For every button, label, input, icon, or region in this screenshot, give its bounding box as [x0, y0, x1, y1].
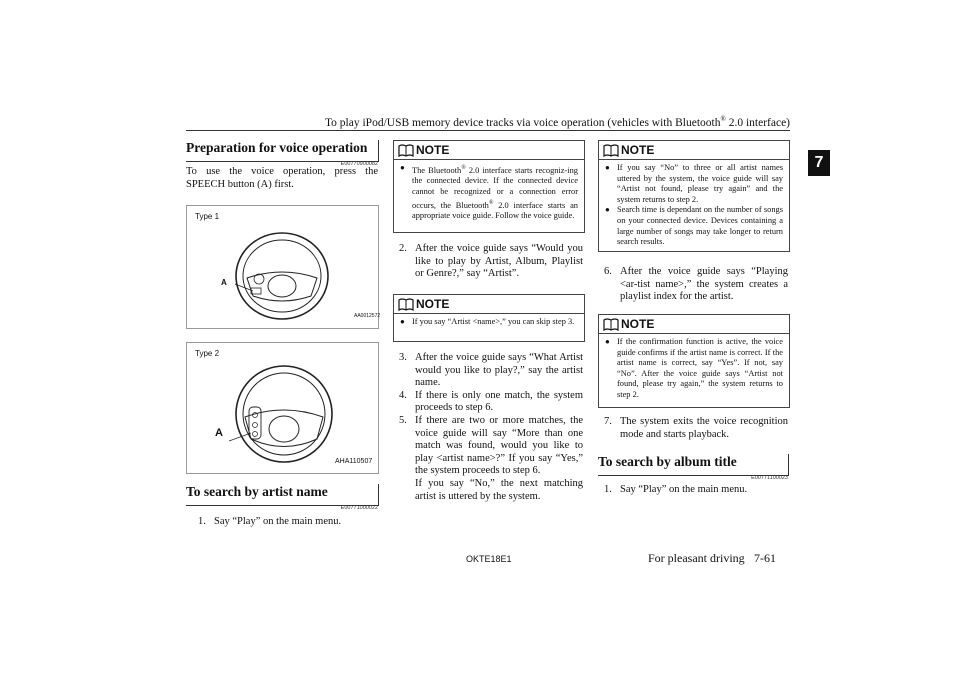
step-text: After the voice guide says “Would you like to play by Artist, Album, Playlist or Genre?,” say “Artist”. — [415, 243, 583, 280]
figure-type2-label: Type 2 — [195, 349, 220, 358]
col3-step-1 — [604, 484, 788, 497]
note1-text-b: 2.0 interface starts recogniz-ing the connected device. If the connected device cannot be recognized or a connection error occurs, the Bluetooth — [412, 165, 578, 210]
step-text: Say “Play” on the main menu. — [214, 516, 342, 527]
footer-page-number: 7-61 — [754, 551, 776, 565]
note-bullet — [400, 163, 578, 222]
artist-heading-box — [186, 484, 379, 506]
album-code: E00771100023 — [751, 475, 788, 481]
prep-text: To use the voice operation, press the SPEECH button (A) first. — [186, 166, 378, 190]
step-number: 1. — [604, 484, 612, 495]
note-header — [394, 295, 584, 314]
note-label: NOTE — [416, 143, 450, 157]
note-label: NOTE — [621, 317, 655, 331]
step-text: Say “Play” on the main menu. — [620, 484, 748, 495]
note-header — [599, 315, 789, 334]
col3-step-6 — [604, 266, 788, 304]
step-number: 7. — [604, 416, 612, 427]
chapter-tab: 7 — [808, 150, 830, 176]
album-title: To search by album title — [598, 454, 737, 469]
header-title-sup: ® — [720, 115, 726, 123]
note-box-4 — [598, 314, 790, 408]
figure-type2-code: AHA110507 — [335, 458, 373, 465]
figure-type1 — [186, 205, 379, 329]
note-bullet-text: Search time is dependant on the number of songs on your connected device. Devices containing a large number of songs may take longer to return search results. — [617, 205, 783, 247]
note1-sup-a: ® — [461, 165, 466, 171]
col2-steps — [399, 352, 583, 503]
note-label: NOTE — [416, 297, 450, 311]
note1-sup-b: ® — [488, 199, 494, 206]
step-text: After the voice guide says “What Artist would you like to play?,” say the artist name. — [415, 352, 583, 389]
note1-text-c: 2.0 interface starts an appropriate voice guide. Follow the voice guide. — [412, 200, 578, 220]
note-label: NOTE — [621, 143, 655, 157]
col2-step-4 — [399, 390, 583, 415]
note-box-2 — [393, 294, 585, 342]
step-number: 4. — [399, 389, 407, 401]
step-number: 2. — [399, 243, 407, 254]
note-body — [394, 160, 584, 227]
prep-title: Preparation for voice operation — [186, 140, 368, 155]
steering-wheel-type2-icon — [229, 359, 339, 469]
col1-step-1 — [198, 516, 378, 529]
step-text: If there is only one match, the system proceeds to step 6. — [415, 389, 583, 414]
note-header — [394, 141, 584, 160]
step-text — [415, 415, 583, 503]
prep-code: E00770900082 — [340, 161, 378, 167]
step-number: 1. — [198, 516, 206, 527]
note1-text-a: The Bluetooth — [412, 165, 462, 175]
note-header — [599, 141, 789, 160]
note-box-1 — [393, 140, 585, 233]
note-bullet — [605, 205, 783, 247]
note-icon — [398, 143, 414, 157]
note-bullet — [400, 317, 578, 328]
col2-step-2 — [399, 243, 583, 281]
note-bullet — [605, 337, 783, 401]
note-icon — [603, 317, 619, 331]
note-bullet-text: If you say “Artist <name>,” you can skip step 3. — [412, 317, 575, 326]
figure-type1-callout: A — [221, 278, 227, 287]
note-body — [394, 314, 584, 333]
step-number: 5. — [399, 414, 407, 426]
figure-type1-label: Type 1 — [195, 212, 220, 221]
bullet-icon: ● — [605, 163, 610, 172]
bullet-icon: ● — [605, 337, 610, 346]
note-bullet-text — [412, 163, 578, 222]
note-body — [599, 160, 789, 253]
note-icon — [603, 143, 619, 157]
note-body — [599, 334, 789, 406]
steering-wheel-type1-icon — [227, 226, 337, 326]
header-rule — [186, 130, 790, 131]
col2-step-5 — [399, 415, 583, 503]
footer-section: For pleasant driving — [648, 551, 745, 565]
note-icon — [398, 297, 414, 311]
header-title-pre: To play iPod/USB memory device tracks via voice operation (vehicles with Bluetooth — [324, 116, 721, 129]
note-box-3 — [598, 140, 790, 252]
note-bullet — [605, 163, 783, 205]
note-bullet-text: If you say “No” to three or all artist names uttered by the system, the voice guide will say “Artist not found, please try again” and the system returns to step 2. — [617, 163, 783, 204]
figure-type2-callout: A — [215, 427, 223, 439]
footer-doc-code: OKTE18E1 — [466, 554, 512, 564]
prep-heading-box — [186, 140, 379, 162]
bullet-icon: ● — [605, 205, 610, 215]
figure-type1-code: AA0012572 — [354, 313, 381, 319]
artist-title: To search by artist name — [186, 484, 328, 499]
col3-step-7 — [604, 416, 788, 441]
step-text: After the voice guide says “Playing <ar-tist name>,” the system creates a playlist index for the artist. — [620, 266, 788, 303]
note-bullet-text: If the confirmation function is active, the voice guide confirms if the artist name is correct. If the artist name is correct, say “Yes”. If not, say “No”. After the voice guide says “Artist not found, please try again,” the system returns to step 2. — [617, 337, 783, 399]
bullet-icon: ● — [400, 317, 405, 326]
artist-code: E00771000022 — [340, 505, 378, 511]
step-text: The system exits the voice recognition mode and starts playback. — [620, 416, 788, 440]
running-header — [320, 115, 790, 129]
bullet-icon: ● — [400, 163, 405, 172]
step-number: 6. — [604, 266, 612, 277]
figure-type2 — [186, 342, 379, 474]
col2-step-3 — [399, 352, 583, 390]
step5-text-b: If you say “No,” the next matching artist is uttered by the system. — [415, 477, 583, 502]
step5-text-a: If there are two or more matches, the voice guide will say “More than one match was found, would you like to play <artist name>?” If you say “Yes,” the system proceeds to step 6. — [415, 414, 583, 477]
step-number: 3. — [399, 352, 407, 363]
header-title-post: 2.0 interface) — [725, 116, 790, 129]
album-heading-box — [598, 454, 789, 476]
